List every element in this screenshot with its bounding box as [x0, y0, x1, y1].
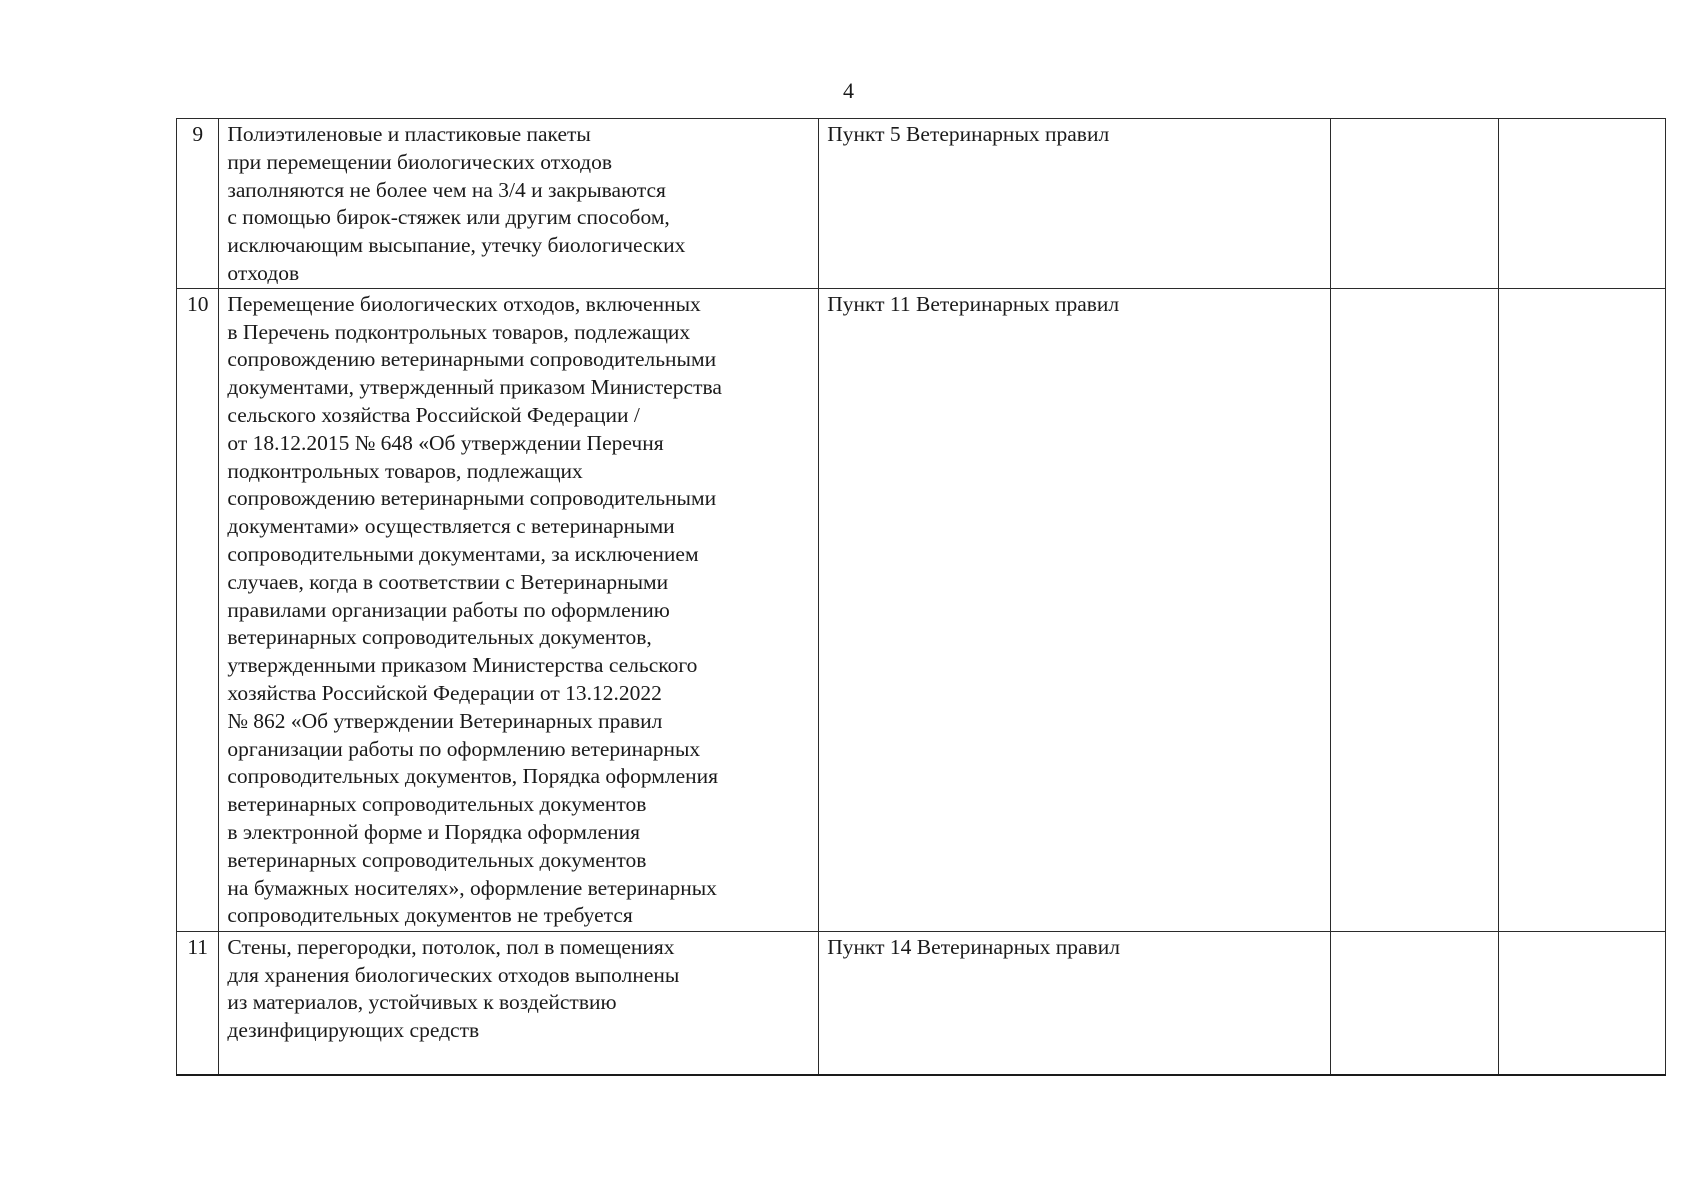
legal-reference: Пункт 11 Ветеринарных правил: [819, 288, 1331, 931]
page-number: 4: [843, 78, 854, 103]
checklist-table: [176, 118, 1666, 1076]
requirement-text: Полиэтиленовые и пластиковые пакеты при перемещении биологических отходов заполняются не более чем на 3/4 и закрываются с помощью бирок-стяжек или другим способом, исключающим высыпание, утечку биологических отходов: [219, 119, 819, 289]
table-row: [177, 288, 1666, 931]
requirement-text: Перемещение биологических отходов, включенных в Перечень подконтрольных товаров, подлежащих сопровождению ветеринарными сопроводительными документами, утвержденный приказом Министерства сельского хозяйства Российской Федерации / от 18.12.2015 № 648 «Об утверждении Перечня подконтрольных товаров, подлежащих сопровождению ветеринарными сопроводительными документами» осуществляется с ветеринарными сопроводительными документами, за исключением случаев, когда в соответствии с Ветеринарными правилами организации работы по оформлению ветеринарных сопроводительных документов, утвержденными приказом Министерства сельского хозяйства Российской Федерации от 13.12.2022 № 862 «Об утверждении Ветеринарных правил организации работы по оформлению ветеринарных сопроводительных документов, Порядка оформления ветеринарных сопроводительных документов в электронной форме и Порядка оформления ветеринарных сопроводительных документов на бумажных носителях», оформление ветеринарных сопроводительных документов не требуется: [219, 288, 819, 931]
requirement-text: Стены, перегородки, потолок, пол в помещениях для хранения биологических отходов выполнены из материалов, устойчивых к воздействию дезинфицирующих средств: [219, 931, 819, 1075]
legal-reference: Пункт 14 Ветеринарных правил: [819, 931, 1331, 1075]
answer-cell: [1331, 119, 1498, 289]
note-cell: [1498, 119, 1665, 289]
note-cell: [1498, 931, 1665, 1075]
answer-cell: [1331, 931, 1498, 1075]
row-number: 10: [177, 288, 219, 931]
table-row: [177, 931, 1666, 1075]
answer-cell: [1331, 288, 1498, 931]
table-row: [177, 119, 1666, 289]
row-number: 11: [177, 931, 219, 1075]
row-number: 9: [177, 119, 219, 289]
legal-reference: Пункт 5 Ветеринарных правил: [819, 119, 1331, 289]
note-cell: [1498, 288, 1665, 931]
